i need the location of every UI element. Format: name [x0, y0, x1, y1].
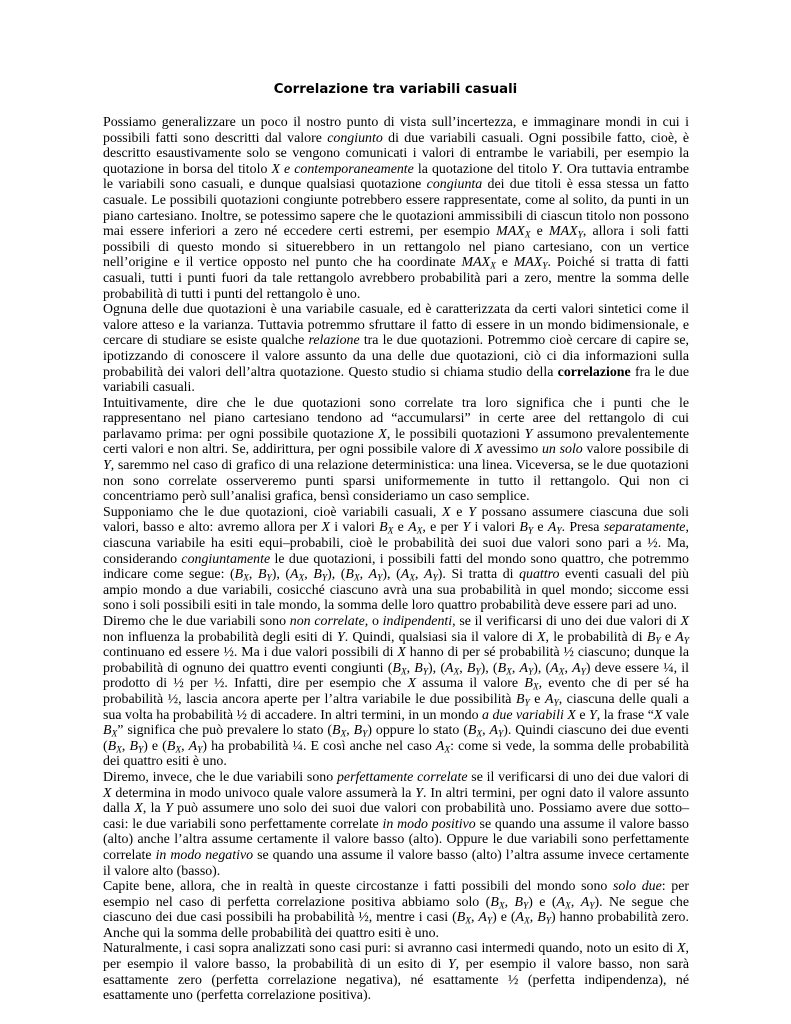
document-title: Correlazione tra variabili casuali	[273, 82, 518, 97]
paragraph-3: Intuitivamente, dire che le due quotazioni sono correlate tra loro significa che i punti che le rappresentano nel piano cartesiano tendono ad “accumularsi” in certe aree del rettangolo di cui parlavamo prima: per ogni possibile quotazione X, le possibili quotazioni Y assumono prevalentemente certi valori e non altri. Se, addirittura, per ogni possibile valore di X avessimo un solo valore possibile di Y, saremmo nel caso di grafico di una relazione deterministica: una linea. Viceversa, se le due quotazioni non sono correlate osserveremo punti sparsi uniformemente in tutto il rettangolo. Qui non ci concentriamo però sull’analisi grafica, bensì consideriamo un caso semplice.	[103, 395, 689, 505]
document-body	[103, 115, 689, 1004]
paragraph-2: Ognuna delle due quotazioni è una variabile casuale, ed è caratterizzata da certi valori sintetici come il valore atteso e la varianza. Tuttavia potremmo sfruttare il fatto di essere in un mondo bidimensionale, e cercare di studiare se esiste qualche relazione tra le due quotazioni. Potremmo cioè cercare di capire se, ipotizzando di conoscere il valore assunto da una delle due quotazioni, ciò ci dia informazioni sulla probabilità dei valori dell’altra quotazione. Questo studio si chiama studio della correlazione fra le due variabili casuali.	[103, 302, 689, 396]
paragraph-8: Naturalmente, i casi sopra analizzati sono casi puri: si avranno casi intermedi quando, noto un esito di X, per esempio il valore basso, la probabilità di un esito di Y, per esempio il valore basso, non sarà esattamente zero (perfetta correlazione negativa), né esattamente ½ (perfetta indipendenza), né esattamente uno (perfetta correlazione positiva).	[103, 941, 689, 1004]
paragraph-5: Diremo che le due variabili sono non correlate, o indipendenti, se il verificarsi di uno dei due valori di X non influenza la probabilità degli esiti di Y. Quindi, qualsiasi sia il valore di X, le probabilità di $B_Y$ e $A_Y$ continuano ed essere ½. Ma i due valori possibili di X hanno di per sé probabilità ½ ciascuno; dunque la probabilità di ognuno dei quattro eventi congiunti ($B_X$, $B_Y$), ($A_X$, $B_Y$), ($B_X$, $A_Y$), ($A_X$, $A_Y$) deve essere ¼, il prodotto di ½ per ½. Infatti, dire per esempio che X assuma il valore $B_X$, evento che di per sé ha probabilità ½, lascia ancora aperte per l’altra variabile le due possibilità $B_Y$ e $A_Y$, ciascuna delle quali a sua volta ha probabilità ½ di accadere. In altri termini, in un mondo a due variabili X e Y, la frase “X vale $B_X$” significa che può prevalere lo stato ($B_X$, $B_Y$) oppure lo stato ($B_X$, $A_Y$). Quindi ciascuno dei due eventi ($B_X$, $B_Y$) e ($B_X$, $A_Y$) ha probabilità ¼. E così anche nel caso $A_X$: come si vede, la somma delle probabilità dei quattro esiti è uno.	[103, 614, 690, 770]
paragraph-1: Possiamo generalizzare un poco il nostro punto di vista sull’incertezza, e immaginare mondi in cui i possibili fatti sono descritti dal valore congiunto di due variabili casuali. Ogni possibile fatto, cioè, è descritto esaustivamente solo se vengono comunicati i valori di entrambe le variabili, per esempio la quotazione in borsa del titolo X e contemporaneamente la quotazione del titolo Y. Ora tuttavia entrambe le variabili sono casuali, e dunque qualsiasi quotazione congiunta dei due titoli è essa stessa un fatto casuale. Le possibili quotazioni congiunte potrebbero essere rappresentate, come al solito, da punti in un piano cartesiano. Inoltre, se potessimo sapere che le quotazioni ammissibili di ciascun titolo non possono mai essere inferiori a zero né eccedere certi estremi, per esempio $MAX_X$ e $MAX_Y$, allora i soli fatti possibili di questo mondo si situerebbero in un rettangolo nel piano cartesiano, con un vertice nell’origine e il vertice opposto nel punto che ha coordinate $MAX_X$ e $MAX_Y$. Poiché si tratta di fatti casuali, tutti i punti fuori da tale rettangolo avrebbero probabilità pari a zero, mentre la somma delle probabilità di tutti i punti del rettangolo è uno.	[103, 115, 690, 302]
paragraph-6: Diremo, invece, che le due variabili sono perfettamente correlate se il verificarsi di uno dei due valori di X determina in modo univoco quale valore assumerà la Y. In altri termini, per ogni dato il valore assunto dalla X, la Y può assumere uno solo dei suoi due valori con probabilità uno. Possiamo avere due sotto–casi: le due variabili sono perfettamente correlate in modo positivo se quando una assume il valore basso (alto) anche l’altra assume certamente il valore basso (alto). Oppure le due variabili sono perfettamente correlate in modo negativo se quando una assume il valore basso (alto) l’altra assume invece certamente il valore alto (basso).	[103, 769, 690, 879]
paragraph-7: Capite bene, allora, che in realtà in queste circostanze i fatti possibili del mondo sono solo due: per esempio nel caso di perfetta correlazione positiva abbiamo solo ($B_X$, $B_Y$) e ($A_X$, $A_Y$). Ne segue che ciascuno dei due casi possibili ha probabilità ½, mentre i casi ($B_X$, $A_Y$) e ($A_X$, $B_Y$) hanno probabilità zero. Anche qui la somma delle probabilità dei quattro esiti è uno.	[103, 879, 689, 941]
paragraph-4: Supponiamo che le due quotazioni, cioè variabili casuali, X e Y possano assumere ciascuna due soli valori, basso e alto: avremo allora per X i valori $B_X$ e $A_X$, e per Y i valori $B_Y$ e $A_Y$. Presa separatamente, ciascuna variabile ha esiti equi–probabili, cioè le probabilità dei suoi due valori sono pari a ½. Ma, considerando congiuntamente le due quotazioni, i possibili fatti del mondo sono quattro, che potremmo indicare come segue: ($B_X$, $B_Y$), ($A_X$, $B_Y$), ($B_X$, $A_Y$), ($A_X$, $A_Y$). Si tratta di quattro eventi casuali del più ampio mondo a due variabili, cosicché ciascuno avrà una sua probabilità in quel mondo; siccome essi sono i soli possibili esiti in tale mondo, la somma delle loro quattro probabilità deve essere pari ad uno.	[103, 504, 689, 614]
